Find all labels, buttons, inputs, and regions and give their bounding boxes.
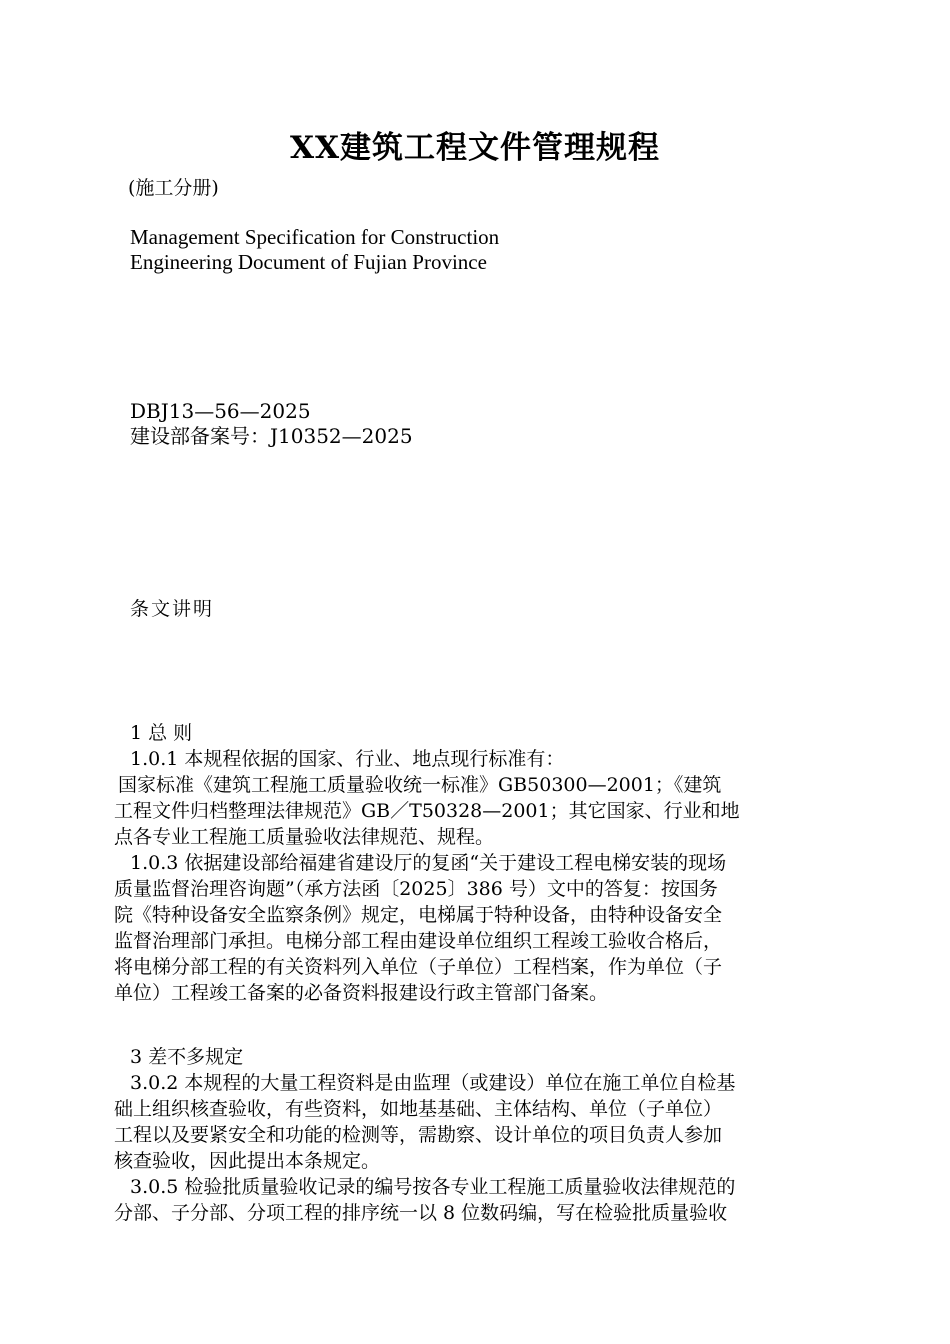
clause-line: 质量监督治理咨询题”（承方法函〔2025〕386 号）文中的答复：按国务 xyxy=(114,878,718,900)
standard-code: DBJ13—56—2025 xyxy=(130,399,311,423)
english-title-line: Engineering Document of Fujian Province xyxy=(130,250,487,274)
section-heading: 1 总 则 xyxy=(130,722,193,744)
clause-line: 分部、子分部、分项工程的排序统一以 8 位数码编，写在检验批质量验收 xyxy=(114,1202,728,1224)
clause-line: 院《特种设备安全监察条例》规定，电梯属于特种设备，由特种设备安全 xyxy=(114,904,723,926)
clause-line: 工程文件归档整理法律规范》GB／T50328—2001；其它国家、行业和地 xyxy=(114,800,740,822)
standard-codes xyxy=(130,399,413,449)
clause-line: 点各专业工程施工质量验收法律规范、规程。 xyxy=(114,826,495,848)
english-title xyxy=(130,225,499,275)
english-title-line: Management Specification for Construction xyxy=(130,225,500,249)
section-heading: 3 差不多规定 xyxy=(130,1046,244,1068)
clause-line: 将电梯分部工程的有关资料列入单位（子单位）工程档案，作为单位（子 xyxy=(114,956,723,978)
clause-line: 单位）工程竣工备案的必备资料报建设行政主管部门备案。 xyxy=(114,982,609,1004)
clause-line: 1.0.3 依据建设部给福建省建设厅的复函“关于建设工程电梯安装的现场 xyxy=(130,852,727,874)
section-general xyxy=(114,720,830,1006)
section-basic-provisions xyxy=(114,1044,830,1226)
clause-line: 础上组织核查验收，有些资料，如地基基础、主体结构、单位（子单位） xyxy=(114,1098,723,1120)
clause-line: 监督治理部门承担。电梯分部工程由建设单位组织工程竣工验收合格后， xyxy=(114,930,723,952)
clause-line: 国家标准《建筑工程施工质量验收统一标准》GB50300—2001；《建筑 xyxy=(118,774,722,796)
explanation-heading: 条文讲明 xyxy=(130,598,215,620)
clause-line: 1.0.1 本规程依据的国家、行业、地点现行标准有： xyxy=(130,748,565,770)
document-subtitle: (施工分册) xyxy=(128,177,219,199)
clause-line: 3.0.2 本规程的大量工程资料是由监理（或建设）单位在施工单位自检基 xyxy=(130,1072,736,1094)
clause-line: 3.0.5 检验批质量验收记录的编号按各专业工程施工质量验收法律规范的 xyxy=(130,1176,736,1198)
clause-line: 核查验收，因此提出本条规定。 xyxy=(114,1150,381,1172)
clause-line: 工程以及要紧安全和功能的检测等，需勘察、设计单位的项目负责人参加 xyxy=(114,1124,723,1146)
document-title: XX建筑工程文件管理规程 xyxy=(289,130,661,166)
record-number: 建设部备案号：J10352—2025 xyxy=(130,424,413,448)
